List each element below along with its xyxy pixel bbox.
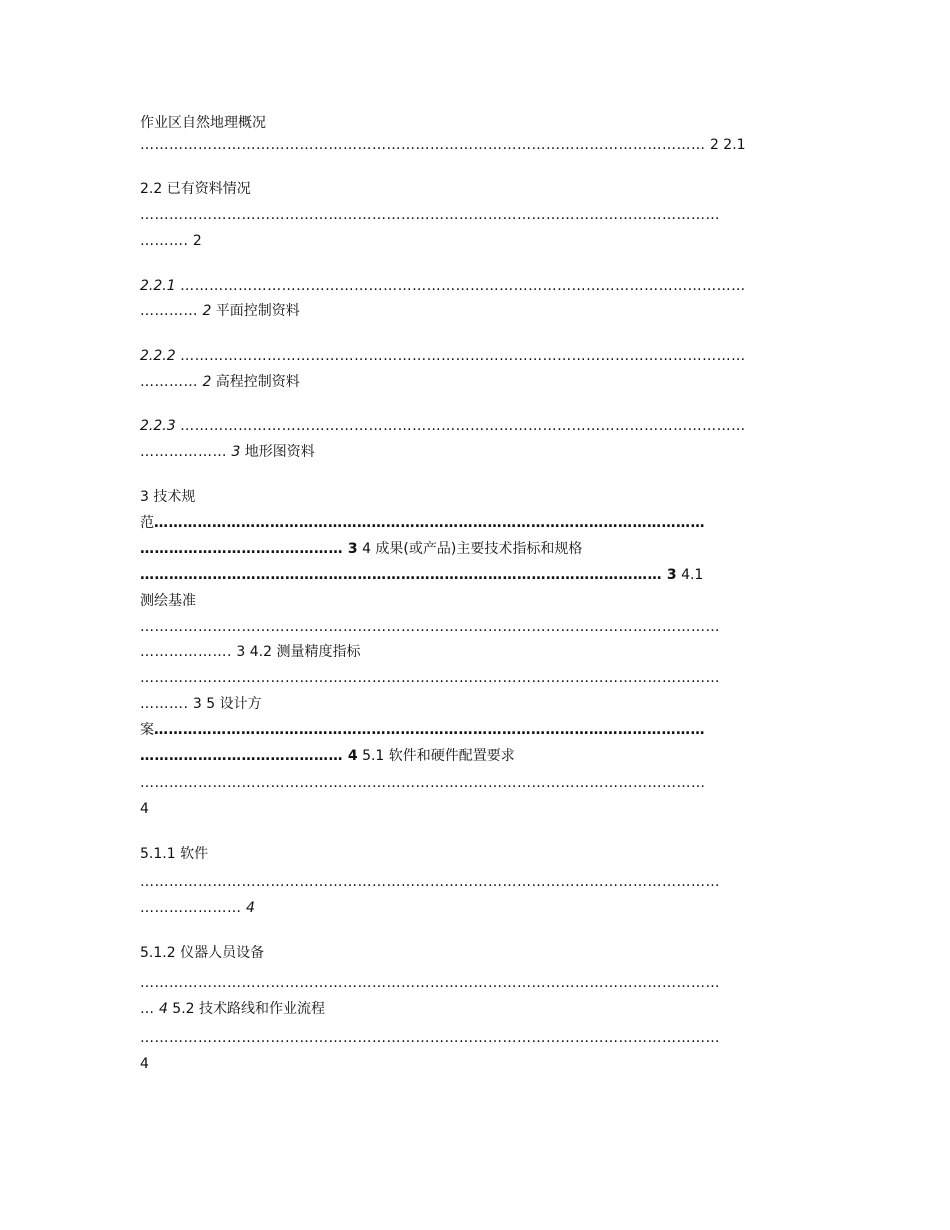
toc-entry-title: 5.1.1 软件 <box>140 846 209 862</box>
toc-entry-title: 2.2 已有资料情况 <box>140 181 251 197</box>
toc-entry-leader: ………………………………………………………………………………………………………… <box>140 619 720 635</box>
toc-entry-leader: ………………………………………………………………………………………………………… <box>140 1030 720 1046</box>
toc-entry-leader: ……………………………………………………………………………………………………… <box>140 775 706 791</box>
toc-entry-leader: 范…………………………………………………………………………………………………… <box>140 515 705 531</box>
toc-entry-title: 测绘基准 <box>140 593 196 609</box>
toc-entry-leader: 案…………………………………………………………………………………………………… <box>140 722 705 738</box>
toc-entry-page: ………… 2 平面控制资料 <box>140 303 300 319</box>
toc-entry-page: …………………………………… 3 4 成果(或产品)主要技术指标和规格 <box>140 541 583 557</box>
toc-entry-page: … 4 5.2 技术路线和作业流程 <box>140 1001 326 1017</box>
toc-entry-leader: 2.2.3 ……………………………………………………………………………………………………… <box>140 418 746 434</box>
toc-entry-page: ………. 3 5 设计方 <box>140 696 262 712</box>
toc-entry-title: 5.1.2 仪器人员设备 <box>140 945 265 961</box>
toc-entry-title: 3 技术规 <box>140 489 196 505</box>
toc-entry-leader: ………………………………………………………………………………………………………… <box>140 975 720 991</box>
toc-entry-page: ………… 2 高程控制资料 <box>140 374 300 390</box>
toc-entry-page: …………………………………… 4 5.1 软件和硬件配置要求 <box>140 748 515 764</box>
toc-entry-leader: ………………………………………………………………………………………………………… <box>140 670 720 686</box>
toc-entry-leader: ……………………………………………………………………………………………… 3 4.1 <box>140 567 704 583</box>
toc-entry-page: ………. 2 <box>140 233 202 249</box>
toc-entry-page: ………………… 4 <box>140 900 255 916</box>
toc-entry-leader: 2.2.2 ……………………………………………………………………………………………………… <box>140 348 746 364</box>
toc-entry-leader: ……………………………………………………………………………………………………… 2 2.1 <box>140 137 746 153</box>
toc-entry-leader: 2.2.1 ……………………………………………………………………………………………………… <box>140 278 746 294</box>
toc-entry-page: 4 <box>140 801 149 817</box>
toc-entry-page: ………………. 3 4.2 测量精度指标 <box>140 644 361 660</box>
toc-entry-leader: ………………………………………………………………………………………………………… <box>140 207 720 223</box>
toc-entry-page: ……………… 3 地形图资料 <box>140 444 315 460</box>
toc-entry-page: 4 <box>140 1056 149 1072</box>
toc-entry-title: 作业区自然地理概况 <box>140 115 266 131</box>
toc-entry-leader: ………………………………………………………………………………………………………… <box>140 874 720 890</box>
